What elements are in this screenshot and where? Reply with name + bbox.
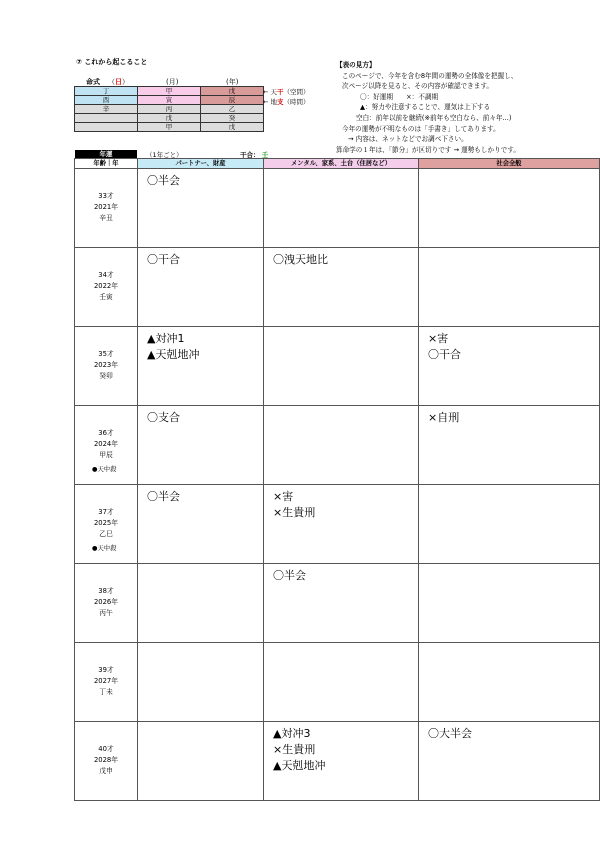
- age-year-cell: [75, 169, 138, 248]
- meishiki-cell: 戊: [201, 87, 264, 96]
- mental-cell: [264, 722, 419, 801]
- header-mental: メンタル、家系、土台（住居など）: [264, 159, 419, 169]
- meishiki-day-header: （日）: [108, 78, 129, 86]
- age-text: 33才: [98, 192, 114, 200]
- tenchusatsu-mark: ●天中殺: [92, 466, 117, 473]
- meishiki-cell: 戊: [201, 123, 264, 132]
- partner-cell: [138, 485, 264, 564]
- age-text: 35才: [98, 350, 114, 358]
- nenun-label: 年運: [75, 150, 137, 158]
- meishiki-cell: 甲: [138, 87, 201, 96]
- fortune-entry: ×自刑: [428, 411, 460, 424]
- mental-cell: [264, 564, 419, 643]
- year-row: [75, 169, 600, 248]
- meishiki-cell: 丁: [75, 87, 138, 96]
- legend-line: このページで、今年を含む8年間の運勢の全体像を把握し、: [342, 71, 518, 80]
- age-year-cell: [75, 248, 138, 327]
- year-row: [75, 643, 600, 722]
- year-text: 2027年: [93, 677, 119, 685]
- meishiki-row: [75, 114, 264, 123]
- social-cell: [419, 485, 600, 564]
- year-text: 2024年: [93, 440, 119, 448]
- kanshi-text: 癸卯: [99, 372, 113, 380]
- meishiki-year-header: (年): [226, 78, 239, 86]
- per-year-label: （1年ごと）: [146, 151, 183, 159]
- meishiki-cell: 丙: [138, 105, 201, 114]
- fortune-entry: ▲対冲1: [147, 332, 185, 345]
- year-row: [75, 485, 600, 564]
- year-text: 2022年: [93, 282, 119, 290]
- legend-title: 【表の見方】: [336, 61, 376, 69]
- meishiki-cell: 戊: [138, 114, 201, 123]
- social-cell: [419, 643, 600, 722]
- meishiki-cell: 甲: [138, 123, 201, 132]
- legend-line: 算命学の１年は、「節分」が区切りです → 運勢もしかりです。: [336, 145, 520, 154]
- social-cell: [419, 406, 600, 485]
- fortune-entry: 〇大半会: [428, 727, 472, 740]
- fortune-entry: ▲天剋地冲: [273, 759, 326, 772]
- kanshi-text: 丙午: [99, 609, 113, 617]
- fortune-entry: ▲天剋地冲: [147, 348, 200, 361]
- year-row: [75, 406, 600, 485]
- social-cell: [419, 248, 600, 327]
- age-year-cell: [75, 643, 138, 722]
- partner-cell: [138, 406, 264, 485]
- fortune-entry: ×生貴刑: [273, 506, 316, 519]
- fortune-entry: ×生貴刑: [273, 743, 316, 756]
- legend-line: 〇：好運期 ×：不調期: [360, 92, 439, 101]
- meishiki-cell: 乙: [201, 105, 264, 114]
- fortune-entry: ×害: [428, 332, 449, 345]
- year-row: [75, 248, 600, 327]
- age-text: 34才: [98, 271, 114, 279]
- partner-cell: [138, 643, 264, 722]
- partner-cell: [138, 248, 264, 327]
- kanshi-text: 丁未: [99, 688, 113, 696]
- age-text: 40才: [98, 745, 114, 753]
- fortune-entry: 〇半会: [273, 569, 306, 582]
- fortune-entry: 〇支合: [147, 411, 180, 424]
- year-row: [75, 327, 600, 406]
- kanshi-text: 戊申: [99, 767, 113, 775]
- social-cell: [419, 169, 600, 248]
- mental-cell: [264, 485, 419, 564]
- meishiki-label: 命式: [86, 78, 100, 86]
- legend-line: 今年の運勢が不明なものは「手書き」してあります。: [342, 124, 500, 133]
- social-cell: [419, 722, 600, 801]
- meishiki-cell: 癸: [201, 114, 264, 123]
- meishiki-cell: 寅: [138, 96, 201, 105]
- partner-cell: [138, 169, 264, 248]
- meishiki-month-header: (月): [166, 78, 179, 86]
- partner-cell: [138, 722, 264, 801]
- legend-line: → 内容は、ネットなどでお調べ下さい。: [348, 135, 468, 144]
- fortune-entry: 〇半会: [147, 490, 180, 503]
- legend: [336, 60, 520, 155]
- fortune-entry: 〇洩天地比: [273, 253, 328, 266]
- partner-cell: [138, 327, 264, 406]
- year-row: [75, 722, 600, 801]
- year-text: 2021年: [93, 203, 119, 211]
- meishiki-cell: 酉: [75, 96, 138, 105]
- mental-cell: [264, 643, 419, 722]
- section-title: ⑦ これから起こること: [76, 58, 148, 66]
- mental-cell: [264, 169, 419, 248]
- kanshi-text: 乙巳: [99, 530, 113, 538]
- mental-cell: [264, 406, 419, 485]
- legend-line: ▲：努力や注意することで、運気は上下する: [360, 103, 491, 112]
- meishiki-cell: [75, 114, 138, 123]
- social-cell: [419, 327, 600, 406]
- meishiki-row: [75, 105, 264, 114]
- kango-value: 壬: [261, 151, 269, 159]
- meishiki-row: [75, 96, 264, 105]
- legend-line: 空白：前年以前を継続(※前年も空白なら、前々年...): [356, 113, 512, 122]
- meishiki-table: [74, 86, 264, 132]
- mental-cell: [264, 327, 419, 406]
- meishiki-cell: 辰: [201, 96, 264, 105]
- legend-line: 次ページ以降を見ると、その内容が確認できます。: [342, 82, 493, 91]
- social-cell: [419, 564, 600, 643]
- age-text: 39才: [98, 666, 114, 674]
- fortune-entry: 〇半会: [147, 174, 180, 187]
- tenchusatsu-mark: ●天中殺: [92, 545, 117, 552]
- age-year-cell: [75, 485, 138, 564]
- fortune-entry: 〇干合: [428, 348, 461, 361]
- age-text: 38才: [98, 587, 114, 595]
- tenkan-label: ← 天干（空間）: [263, 88, 310, 96]
- fortune-entry: ×害: [273, 490, 294, 503]
- age-year-cell: [75, 722, 138, 801]
- year-text: 2026年: [93, 598, 119, 606]
- kanshi-text: 壬寅: [99, 293, 113, 301]
- kanshi-text: 甲辰: [99, 451, 113, 459]
- meishiki-cell: [75, 123, 138, 132]
- meishiki-cell: 辛: [75, 105, 138, 114]
- meishiki-row: [75, 87, 264, 96]
- fortune-entry: ▲対冲3: [273, 727, 311, 740]
- age-text: 36才: [98, 429, 114, 437]
- partner-cell: [138, 564, 264, 643]
- year-text: 2023年: [93, 361, 119, 369]
- year-text: 2025年: [93, 519, 119, 527]
- header-social: 社会全般: [419, 159, 600, 169]
- age-text: 37才: [98, 508, 114, 516]
- age-year-cell: [75, 564, 138, 643]
- kanshi-text: 辛丑: [99, 214, 113, 222]
- meishiki-row: [75, 123, 264, 132]
- header-partner: パートナー、財産: [138, 159, 264, 169]
- age-year-cell: [75, 406, 138, 485]
- kango-label: 干合： 壬: [240, 151, 269, 159]
- mental-cell: [264, 248, 419, 327]
- fortune-entry: 〇干合: [147, 253, 180, 266]
- chishi-label: ← 地支（時間）: [263, 98, 310, 106]
- age-year-cell: [75, 327, 138, 406]
- year-text: 2028年: [93, 756, 119, 764]
- header-age-year: 年齢｜年: [75, 159, 138, 169]
- year-row: [75, 564, 600, 643]
- fortune-table: [74, 158, 600, 801]
